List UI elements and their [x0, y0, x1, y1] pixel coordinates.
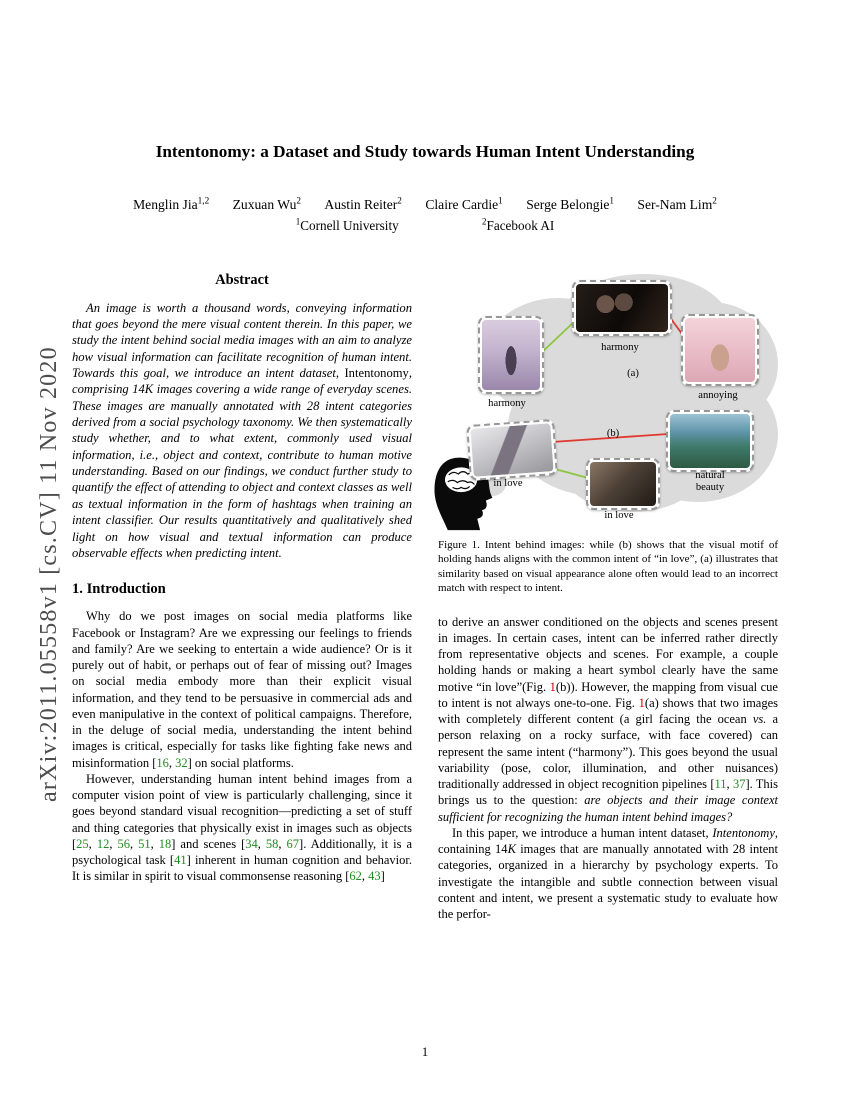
paper-title: Intentonomy: a Dataset and Study towards Human Intent Understanding — [155, 142, 695, 161]
figure-1 — [438, 272, 778, 596]
intent-label-natural-line2: beauty — [695, 481, 725, 493]
figure-sublabel-a: (a) — [627, 367, 639, 379]
photo-holding-hands-a-image — [470, 423, 553, 476]
right-column-paragraph-2: In this paper, we introduce a human intent dataset, Intentonomy, containing 14K images that are manually annotated with 28 intent categories, organized in a hierarchy by psychology experts. To investigate the intangible and subtle connection between visual content and intent, we present a systematic study to evaluate how the perfor- — [438, 825, 778, 922]
photo-woman-back — [681, 314, 759, 386]
match-line-harmony — [540, 320, 576, 354]
photo-coastal-scene — [666, 410, 754, 472]
affiliation-mark: 2 — [482, 216, 487, 227]
intent-label-natural-beauty — [680, 470, 740, 494]
right-column — [438, 272, 778, 923]
right-column-paragraph-1: to derive an answer conditioned on the objects and scenes present in images. In certain cases, intent can be inferred rather directly from representative objects and scenes. For example, a couple holding hands or making a heart symbol clearly have the same motive “in love”(Fig. 1(b)). However, the mapping from visual cue to intent is not always one-to-one. Fig. 1(a) shows that two images with completely different content (a girl facing the ocean vs. a person relaxing on a rocky surface, with face covered) can represent the same intent (“harmony”). This goes beyond the usual variability (pose, color, illumination, and other nuisances) traditionally addressed in object recognition pipelines [11, 37]. This brings us to the question: are objects and their image context sufficient for recognizing the human intent behind images? — [438, 614, 779, 824]
author-affiliation-mark: 1,2 — [197, 194, 210, 205]
paper-page — [72, 0, 778, 922]
intro-paragraph-2: However, understanding human intent behind images from a computer vision point of view is particularly challenging, since it goes beyond standard visual recognition—predicting a set of stuff and thing categories that physically exist in images such as objects [25, 12, 56, 51, 18] and scenes [34, 58, 67]. Additionally, it is a psychological task [41] inherent in human cognition and behavior. It is similar in spirit to visual commonsense reasoning [62, 43] — [72, 771, 413, 884]
author-name: Menglin Jia — [133, 196, 198, 212]
two-column-body — [72, 272, 778, 923]
author — [232, 194, 301, 212]
abstract-text: An image is worth a thousand words, conveying information that goes beyond the mere visual content therein. In this paper, we study the intent behind social media images with an aim to analyze how visual information can facilitate recognition of human intent. Towards this goal, we introduce an intent dataset, Intentonomy, comprising 14K images covering a wide range of everyday scenes. These images are manually annotated with 28 intent categories derived from a social psychology taxonomy. We then systematically study whether, and to what extent, commonly used visual information, i.e., object and context, contribute to human motive understanding. Based on our findings, we conduct further study to quantify the effect of attending to object and context classes as well as textual information in the form of hashtags when training an intent classifier. Our results quantitatively and qualitatively shed light on how visual and textual information can produce observable effects when predicting intent. — [72, 300, 412, 560]
affiliation-line — [72, 218, 778, 234]
author — [526, 194, 615, 212]
photo-couple-image — [576, 284, 668, 332]
author-affiliation-mark: 2 — [296, 194, 301, 205]
intent-label-in-love-bottom: in love — [604, 509, 634, 521]
affiliation-name: Cornell University — [300, 217, 399, 233]
author-name: Serge Belongie — [526, 196, 610, 212]
intro-paragraph-1: Why do we post images on social media platforms like Facebook or Instagram? Are we expressing our feelings to friends and family? Are we seeking to entertain a wide audience? Or is it purely out of habit, or perhaps out of fear of missing out? Images on social media embody more than their explicit visual information, and they tend to be persuasive in commercial ads and even manipulative in the context of political campaigns. Therefore, in the deluge of social media, understanding the intent behind images is critical, especially for tasks like fighting fake news and misinformation [16, 32] on social platforms. — [72, 609, 412, 770]
author-affiliation-mark: 1 — [498, 194, 503, 205]
figure-1-canvas — [438, 272, 784, 528]
photo-woman-back-image — [685, 318, 755, 382]
affiliation — [482, 218, 554, 233]
author — [324, 194, 402, 212]
arxiv-watermark: arXiv:2011.05558v1 [cs.CV] 11 Nov 2020 — [36, 346, 62, 802]
author-name: Claire Cardie — [425, 196, 499, 212]
photo-stretching-person — [478, 316, 544, 394]
author — [637, 194, 717, 212]
photo-coastal-scene-image — [670, 414, 750, 468]
author-affiliation-mark: 1 — [609, 194, 615, 205]
photo-holding-hands-a — [466, 418, 558, 480]
section-heading-introduction: 1. Introduction — [72, 581, 166, 598]
affiliation-mark: 1 — [295, 216, 301, 227]
intent-label-harmony-left: harmony — [488, 397, 526, 409]
figure-1-caption: Figure 1. Intent behind images: while (b) shows that the visual motif of holding hands aligns with the common intent of “in love”, (a) illustrates that similarity based on visual appearance alone often would lead to an incorrect match with respect to intent. — [438, 538, 778, 595]
author-name: Ser-Nam Lim — [637, 196, 713, 212]
abstract-heading: Abstract — [215, 271, 269, 288]
intent-label-in-love-left: in love — [493, 477, 523, 489]
photo-couple — [572, 280, 672, 336]
author-line — [72, 194, 778, 213]
intent-label-harmony-top: harmony — [601, 341, 639, 353]
figure-sublabel-b: (b) — [606, 427, 620, 439]
author — [133, 194, 210, 212]
affiliation — [296, 218, 399, 233]
intent-label-natural-line1: natural — [695, 469, 725, 481]
left-column — [72, 272, 412, 923]
page-number: 1 — [421, 1045, 429, 1059]
photo-stretching-person-image — [482, 320, 540, 390]
affiliation-name: Facebook AI — [486, 217, 555, 233]
author-affiliation-mark: 2 — [397, 194, 402, 205]
photo-holding-hands-b-image — [590, 462, 656, 506]
author — [425, 194, 503, 212]
photo-holding-hands-b — [586, 458, 660, 510]
author-name: Zuxuan Wu — [232, 196, 297, 212]
author-name: Austin Reiter — [324, 196, 398, 212]
author-affiliation-mark: 2 — [712, 194, 717, 205]
intent-label-annoying: annoying — [698, 389, 738, 401]
